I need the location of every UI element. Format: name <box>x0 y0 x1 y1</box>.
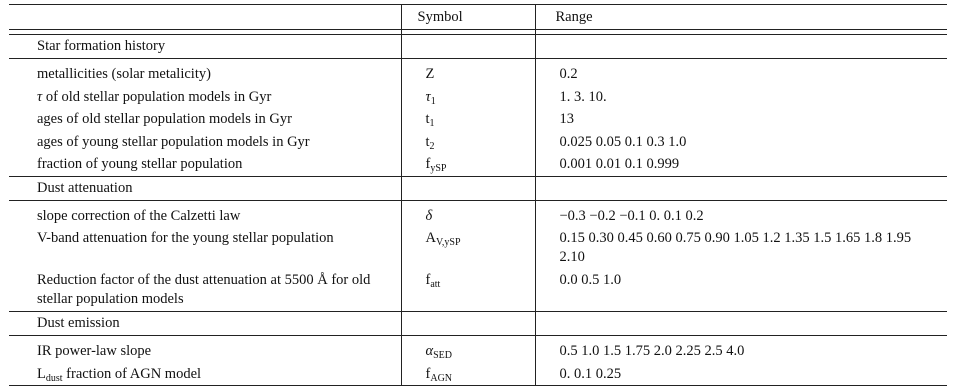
table-row <box>9 340 947 363</box>
param-range: 0.5 1.0 1.5 1.75 2.0 2.25 2.5 4.0 <box>535 340 947 363</box>
param-symbol: $t_2$ <box>401 131 535 154</box>
table-row <box>9 205 947 228</box>
param-symbol: $A_{V,ySP}$ <box>401 227 535 269</box>
table-row <box>9 227 947 269</box>
table-row <box>9 108 947 131</box>
param-label: Reduction factor of the dust attenuation at 5500 Å for old stellar population models <box>37 272 371 307</box>
param-range: 13 <box>535 108 947 131</box>
table-row <box>9 153 947 176</box>
table-row <box>9 363 947 386</box>
table-row <box>9 86 947 109</box>
section-star-formation-history <box>9 35 947 59</box>
header-parameter <box>9 5 401 30</box>
param-label: V-band attenuation for the young stellar population <box>37 230 334 246</box>
param-symbol: $f_{AGN}$ <box>401 363 535 386</box>
param-range: 0.001 0.01 0.1 0.999 <box>535 153 947 176</box>
param-symbol: Z <box>401 63 535 86</box>
param-label: ages of old stellar population models in Gyr <box>37 111 292 127</box>
table-header-row <box>9 5 947 30</box>
parameter-table <box>9 4 947 386</box>
param-symbol: $f_{att}$ <box>401 269 535 312</box>
param-range: 0. 0.1 0.25 <box>535 363 947 386</box>
param-symbol: δ <box>401 205 535 228</box>
section-title: Dust emission <box>37 315 120 331</box>
param-range: −0.3 −0.2 −0.1 0. 0.1 0.2 <box>535 205 947 228</box>
param-range: 1. 3. 10. <box>535 86 947 109</box>
param-range: 0.0 0.5 1.0 <box>535 269 947 312</box>
param-symbol: $f_{ySP}$ <box>401 153 535 176</box>
param-label: τ of old stellar population models in Gyr <box>37 88 272 105</box>
table-row <box>9 131 947 154</box>
param-symbol: $\alpha_{SED}$ <box>401 340 535 363</box>
section-dust-emission <box>9 312 947 336</box>
header-range: Range <box>535 5 947 30</box>
param-label: $L_{dust}$ fraction of AGN model <box>37 365 202 384</box>
param-range: 0.025 0.05 0.1 0.3 1.0 <box>535 131 947 154</box>
param-label: fraction of young stellar population <box>37 156 243 172</box>
section-dust-attenuation <box>9 176 947 200</box>
param-label: metallicities (solar metalicity) <box>37 66 211 82</box>
header-symbol: Symbol <box>401 5 535 30</box>
param-symbol: $t_1$ <box>401 108 535 131</box>
param-label: slope correction of the Calzetti law <box>37 207 241 224</box>
param-range: 0.15 0.30 0.45 0.60 0.75 0.90 1.05 1.2 1.35 1.5 1.65 1.8 1.95 2.10 <box>535 227 947 269</box>
param-label: IR power-law slope <box>37 343 152 359</box>
param-range: 0.2 <box>535 63 947 86</box>
table-row <box>9 63 947 86</box>
section-title: Dust attenuation <box>37 179 133 196</box>
param-label: ages of young stellar population models in Gyr <box>37 133 310 150</box>
param-symbol: $\tau_1$ <box>401 86 535 109</box>
parameter-table-container <box>9 4 947 386</box>
table-row <box>9 269 947 312</box>
section-title: Star formation history <box>37 38 166 54</box>
